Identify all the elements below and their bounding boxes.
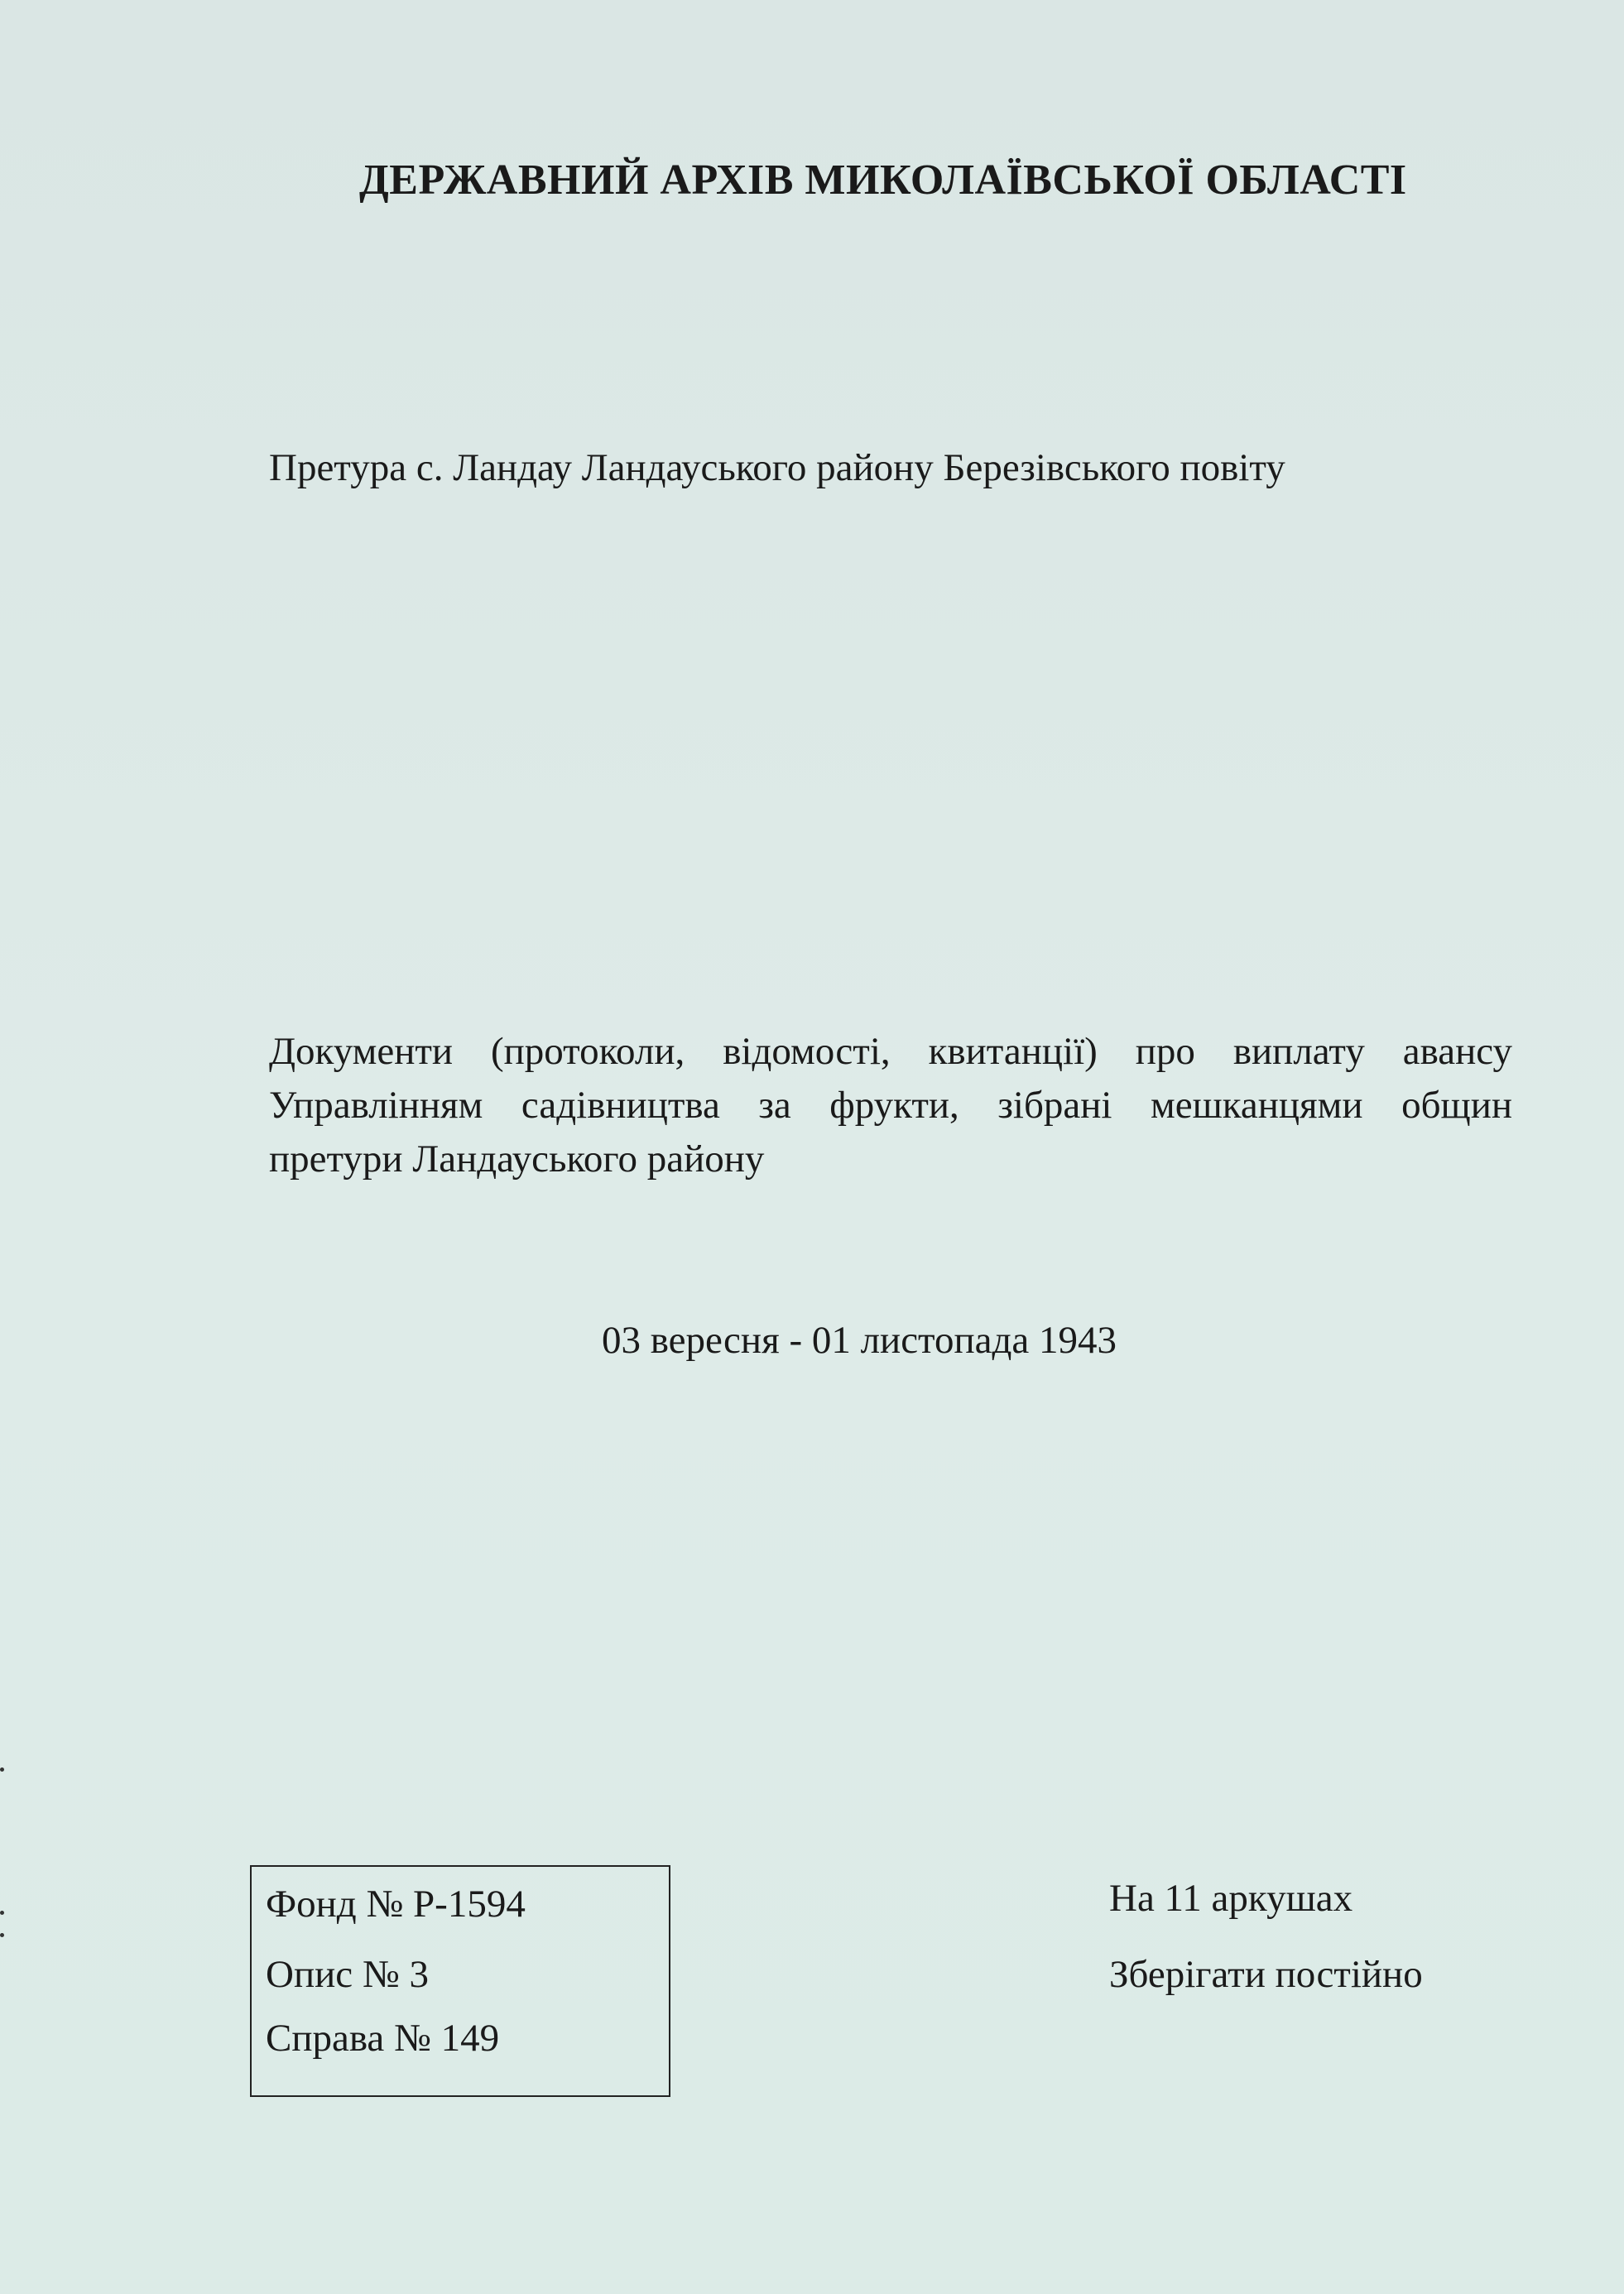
description-line: Управлінням садівництва за фрукти, зібрані мешканцями общин — [269, 1084, 1512, 1127]
archive-title: ДЕРЖАВНИЙ АРХІВ МИКОЛАЇВСЬКОЇ ОБЛАСТІ — [359, 156, 1407, 204]
institution-name: Претура с. Ландау Ландауського району Березівського повіту — [269, 446, 1285, 489]
binding-hole-mark — [0, 1933, 4, 1937]
archive-reference-box — [250, 1865, 670, 2097]
file-description — [269, 1025, 1512, 1186]
retention-note: Зберігати постійно — [1109, 1953, 1423, 1996]
description-line: претури Ландауського району — [269, 1137, 765, 1181]
fond-number: Фонд № Р-1594 — [266, 1883, 526, 1926]
opys-number: Опис № 3 — [266, 1953, 429, 1996]
date-range: 03 вересня - 01 листопада 1943 — [602, 1319, 1117, 1362]
binding-hole-mark — [0, 1767, 4, 1772]
description-line: Документи (протоколи, відомості, квитанції) про виплату авансу — [269, 1030, 1512, 1073]
binding-hole-mark — [0, 1911, 4, 1915]
sheet-count: На 11 аркушах — [1109, 1877, 1353, 1920]
sprava-number: Справа № 149 — [266, 2017, 500, 2060]
